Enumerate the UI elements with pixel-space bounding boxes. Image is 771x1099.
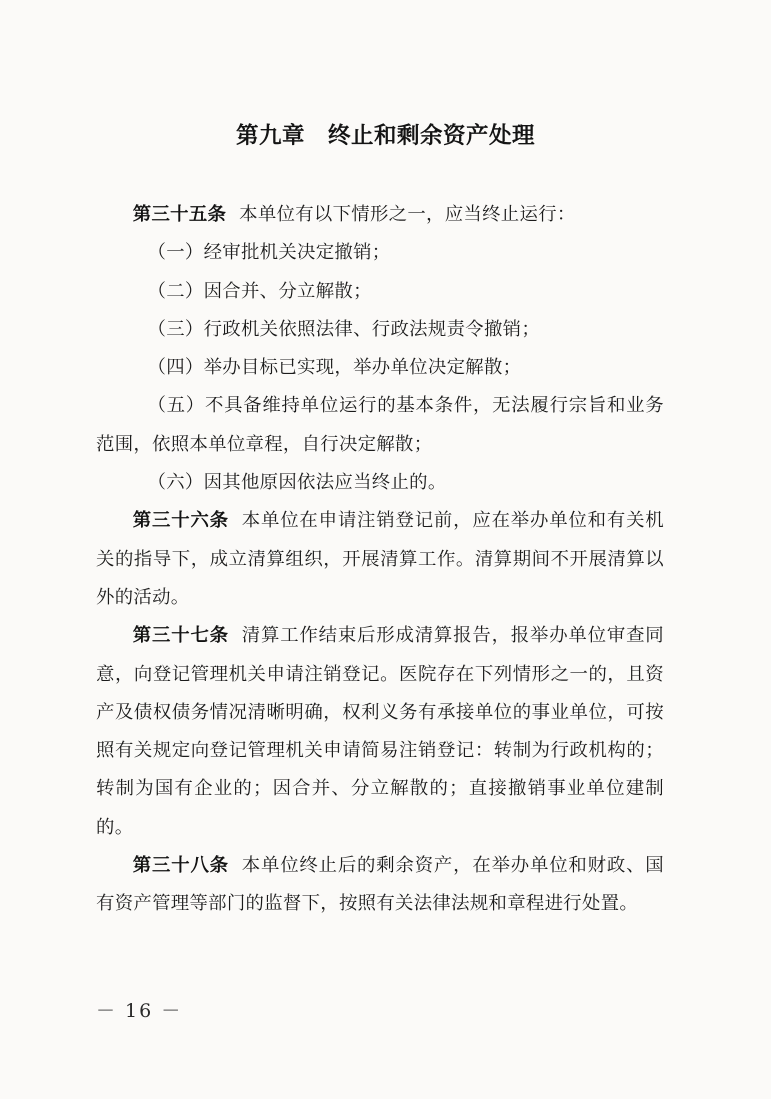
- article-38-label: 第三十八条: [132, 855, 229, 877]
- article-36: [96, 502, 664, 617]
- page-number: － 16 －: [96, 1000, 183, 1022]
- article-35: [96, 196, 664, 234]
- article-37: [96, 617, 664, 847]
- chapter-title: 第九章 终止和剩余资产处理: [235, 123, 535, 149]
- chapter-body: [96, 196, 664, 924]
- list-item-5: （五）不具备维持单位运行的基本条件，无法履行宗旨和业务范围，依照本单位章程，自行决定解散；: [96, 395, 664, 455]
- list-item-3: （三）行政机关依照法律、行政法规责令撤销；: [147, 318, 541, 340]
- article-36-label: 第三十六条: [132, 510, 229, 532]
- article-36-text: 本单位在申请注销登记前，应在举办单位和有关机关的指导下，成立清算组织，开展清算工作。清算期间不开展清算以外的活动。: [96, 510, 664, 608]
- article-37-label: 第三十七条: [132, 625, 229, 647]
- list-item-1: （一）经审批机关决定撤销；: [147, 242, 391, 264]
- list-item-2: （二）因合并、分立解散；: [147, 280, 372, 302]
- list-item-6: （六）因其他原因依法应当终止的。: [147, 472, 447, 494]
- article-38: [96, 847, 664, 924]
- article-38-text: 本单位终止后的剩余资产，在举办单位和财政、国有资产管理等部门的监督下，按照有关法律法规和章程进行处置。: [96, 855, 664, 915]
- article-35-label: 第三十五条: [132, 204, 227, 225]
- article-37-text: 清算工作结束后形成清算报告，报举办单位审查同意，向登记管理机关申请注销登记。医院存在下列情形之一的，且资产及债权债务情况清晰明确，权利义务有承接单位的事业单位，可按照有关规定向登记管理机关申请简易注销登记：转制为行政机构的；转制为国有企业的；因合并、分立解散的；直接撤销事业单位建制的。: [96, 625, 664, 838]
- list-item-4: （四）举办目标已实现，举办单位决定解散；: [147, 357, 522, 379]
- article-35-text: 本单位有以下情形之一，应当终止运行：: [239, 204, 576, 225]
